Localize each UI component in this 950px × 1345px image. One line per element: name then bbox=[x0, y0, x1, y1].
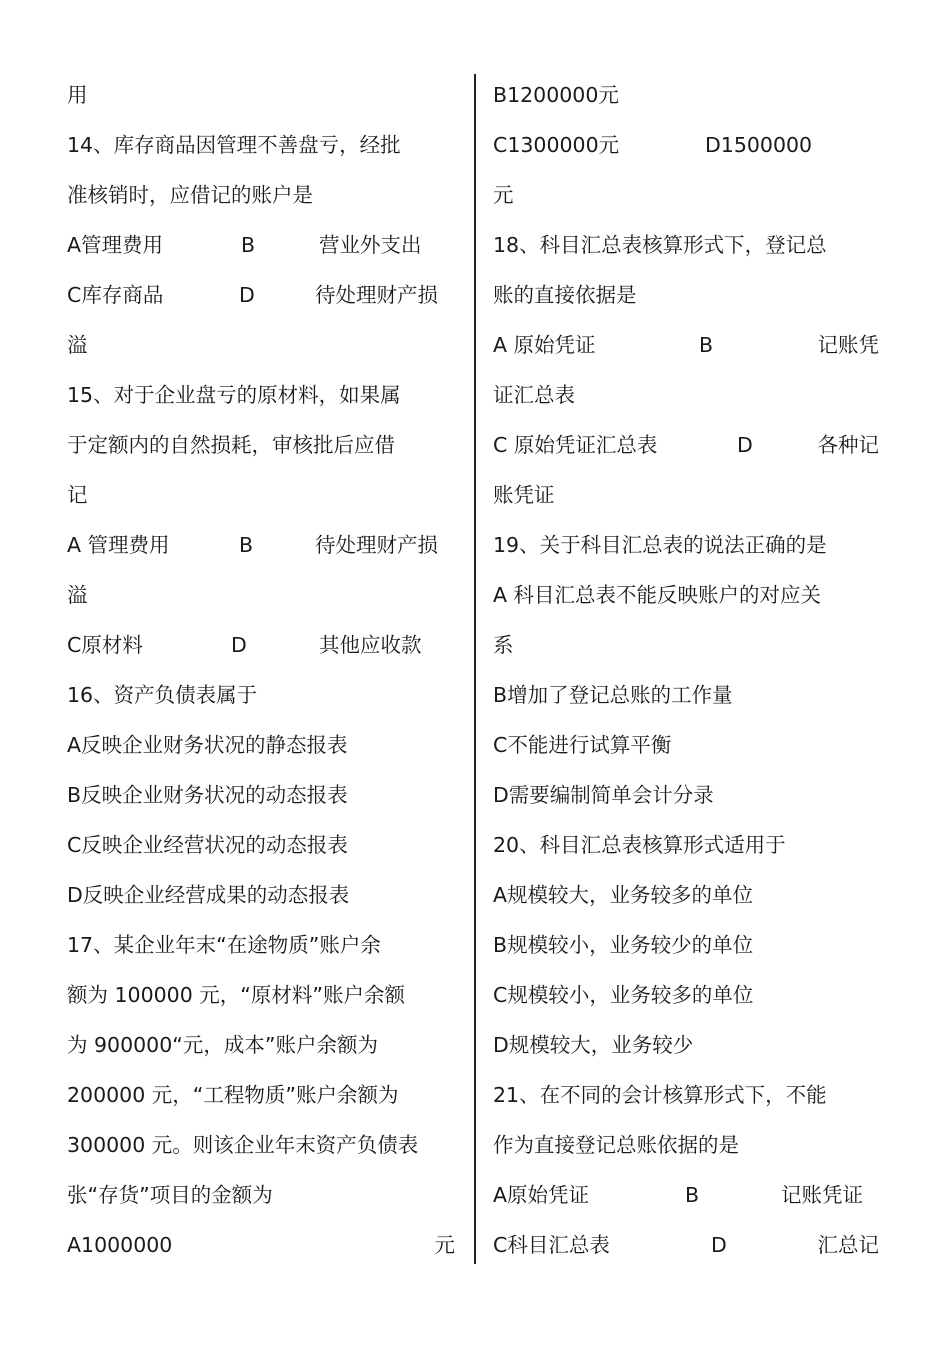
options-row bbox=[67, 620, 457, 670]
text-line bbox=[493, 370, 879, 420]
option-b bbox=[67, 770, 457, 820]
line-text: 15、对于企业盘亏的原材料，如果属 bbox=[67, 383, 401, 407]
line-text: 14、库存商品因管理不善盘亏，经批 bbox=[67, 133, 401, 157]
line-text: 记 bbox=[67, 483, 88, 507]
line-text: B反映企业财务状况的动态报表 bbox=[67, 783, 348, 807]
options-row bbox=[493, 1170, 879, 1220]
line-text: 18、科目汇总表核算形式下，登记总 bbox=[493, 233, 827, 257]
line-text: 准核销时，应借记的账户是 bbox=[67, 183, 313, 207]
text-line bbox=[493, 1120, 879, 1170]
question-20 bbox=[493, 820, 879, 870]
text-line bbox=[493, 470, 879, 520]
text-line bbox=[67, 470, 457, 520]
option-a: A原始凭证 bbox=[493, 1183, 590, 1207]
options-row bbox=[67, 270, 457, 320]
text-line bbox=[493, 620, 879, 670]
option-c bbox=[493, 720, 879, 770]
line-text: 16、资产负债表属于 bbox=[67, 683, 258, 707]
option-b-letter: B bbox=[685, 1183, 700, 1207]
question-17 bbox=[67, 920, 457, 970]
option-d bbox=[493, 1020, 879, 1070]
column-divider bbox=[474, 74, 476, 1264]
text-line bbox=[67, 1170, 457, 1220]
line-text: 系 bbox=[493, 633, 514, 657]
option-b bbox=[493, 920, 879, 970]
text-line bbox=[67, 1020, 457, 1070]
text-line bbox=[67, 170, 457, 220]
line-text: 300000 元。则该企业年末资产负债表 bbox=[67, 1133, 419, 1157]
option-c: C库存商品 bbox=[67, 283, 164, 307]
line-text: 账的直接依据是 bbox=[493, 283, 637, 307]
line-text: 证汇总表 bbox=[493, 383, 575, 407]
option-a bbox=[493, 570, 879, 620]
option-b-text: 待处理财产损 bbox=[315, 533, 438, 557]
line-text: B规模较小，业务较少的单位 bbox=[493, 933, 754, 957]
option-c: C1300000元 bbox=[493, 133, 620, 157]
option-c: C科目汇总表 bbox=[493, 1233, 610, 1257]
option-c: C原材料 bbox=[67, 633, 143, 657]
line-text: A规模较大，业务较多的单位 bbox=[493, 883, 754, 907]
option-d-letter: D bbox=[711, 1233, 727, 1257]
text-line bbox=[67, 70, 457, 120]
line-text: A反映企业财务状况的静态报表 bbox=[67, 733, 348, 757]
line-text: B1200000元 bbox=[493, 83, 619, 107]
text-line bbox=[67, 570, 457, 620]
line-text: 于定额内的自然损耗，审核批后应借 bbox=[67, 433, 395, 457]
option-a: A 管理费用 bbox=[67, 533, 170, 557]
line-text: 溢 bbox=[67, 583, 88, 607]
question-14 bbox=[67, 120, 457, 170]
option-a: A管理费用 bbox=[67, 233, 164, 257]
line-text: 19、关于科目汇总表的说法正确的是 bbox=[493, 533, 827, 557]
option-b bbox=[493, 70, 879, 120]
text-line bbox=[67, 320, 457, 370]
line-text: 200000 元，“工程物质”账户余额为 bbox=[67, 1083, 399, 1107]
line-text: C反映企业经营状况的动态报表 bbox=[67, 833, 348, 857]
option-c bbox=[493, 970, 879, 1020]
option-d-text: 待处理财产损 bbox=[315, 283, 438, 307]
line-text: 溢 bbox=[67, 333, 88, 357]
text-line bbox=[67, 970, 457, 1020]
line-text: 元 bbox=[493, 183, 514, 207]
option-a: A1000000 bbox=[67, 1233, 173, 1257]
option-c bbox=[67, 820, 457, 870]
line-text: 为 900000“元，成本”账户余额为 bbox=[67, 1033, 379, 1057]
text-line bbox=[67, 1120, 457, 1170]
right-column bbox=[493, 70, 879, 1270]
option-b-text: 记账凭证 bbox=[781, 1183, 863, 1207]
option-d-text: 各种记 bbox=[817, 433, 879, 457]
line-text: 17、某企业年末“在途物质”账户余 bbox=[67, 933, 381, 957]
option-b-text: 记账凭 bbox=[817, 333, 879, 357]
option-d-letter: D bbox=[239, 283, 255, 307]
option-d bbox=[493, 770, 879, 820]
line-text: 账凭证 bbox=[493, 483, 555, 507]
line-text: 用 bbox=[67, 83, 88, 107]
option-a: A 原始凭证 bbox=[493, 333, 596, 357]
text-line bbox=[67, 420, 457, 470]
question-21 bbox=[493, 1070, 879, 1120]
text-line bbox=[67, 1070, 457, 1120]
options-row bbox=[67, 1220, 457, 1270]
line-text: 额为 100000 元，“原材料”账户余额 bbox=[67, 983, 406, 1007]
option-d: D1500000 bbox=[705, 133, 813, 157]
option-a bbox=[67, 720, 457, 770]
question-18 bbox=[493, 220, 879, 270]
options-row bbox=[493, 1220, 879, 1270]
options-row bbox=[493, 320, 879, 370]
question-15 bbox=[67, 370, 457, 420]
option-b-text: 营业外支出 bbox=[319, 233, 422, 257]
line-text: 21、在不同的会计核算形式下，不能 bbox=[493, 1083, 827, 1107]
line-text: A 科目汇总表不能反映账户的对应关 bbox=[493, 583, 822, 607]
line-text: C规模较小，业务较多的单位 bbox=[493, 983, 754, 1007]
option-d-text: 其他应收款 bbox=[319, 633, 422, 657]
text-line bbox=[493, 270, 879, 320]
options-row bbox=[67, 520, 457, 570]
option-b-letter: B bbox=[241, 233, 256, 257]
line-text: 20、科目汇总表核算形式适用于 bbox=[493, 833, 786, 857]
option-a bbox=[493, 870, 879, 920]
line-text: D规模较大，业务较少 bbox=[493, 1033, 694, 1057]
option-a-unit: 元 bbox=[434, 1233, 455, 1257]
option-d-letter: D bbox=[231, 633, 247, 657]
options-row bbox=[493, 120, 879, 170]
option-d bbox=[67, 870, 457, 920]
option-d-letter: D bbox=[737, 433, 753, 457]
option-b-letter: B bbox=[239, 533, 254, 557]
line-text: B增加了登记总账的工作量 bbox=[493, 683, 733, 707]
line-text: 张“存货”项目的金额为 bbox=[67, 1183, 273, 1207]
question-19 bbox=[493, 520, 879, 570]
line-text: D反映企业经营成果的动态报表 bbox=[67, 883, 350, 907]
options-row bbox=[493, 420, 879, 470]
question-16 bbox=[67, 670, 457, 720]
line-text: D需要编制简单会计分录 bbox=[493, 783, 714, 807]
option-b-letter: B bbox=[699, 333, 714, 357]
option-d-text: 汇总记 bbox=[817, 1233, 879, 1257]
line-text: C不能进行试算平衡 bbox=[493, 733, 672, 757]
line-text: 作为直接登记总账依据的是 bbox=[493, 1133, 739, 1157]
left-column bbox=[67, 70, 457, 1270]
option-c: C 原始凭证汇总表 bbox=[493, 433, 658, 457]
option-b bbox=[493, 670, 879, 720]
text-line bbox=[493, 170, 879, 220]
options-row bbox=[67, 220, 457, 270]
